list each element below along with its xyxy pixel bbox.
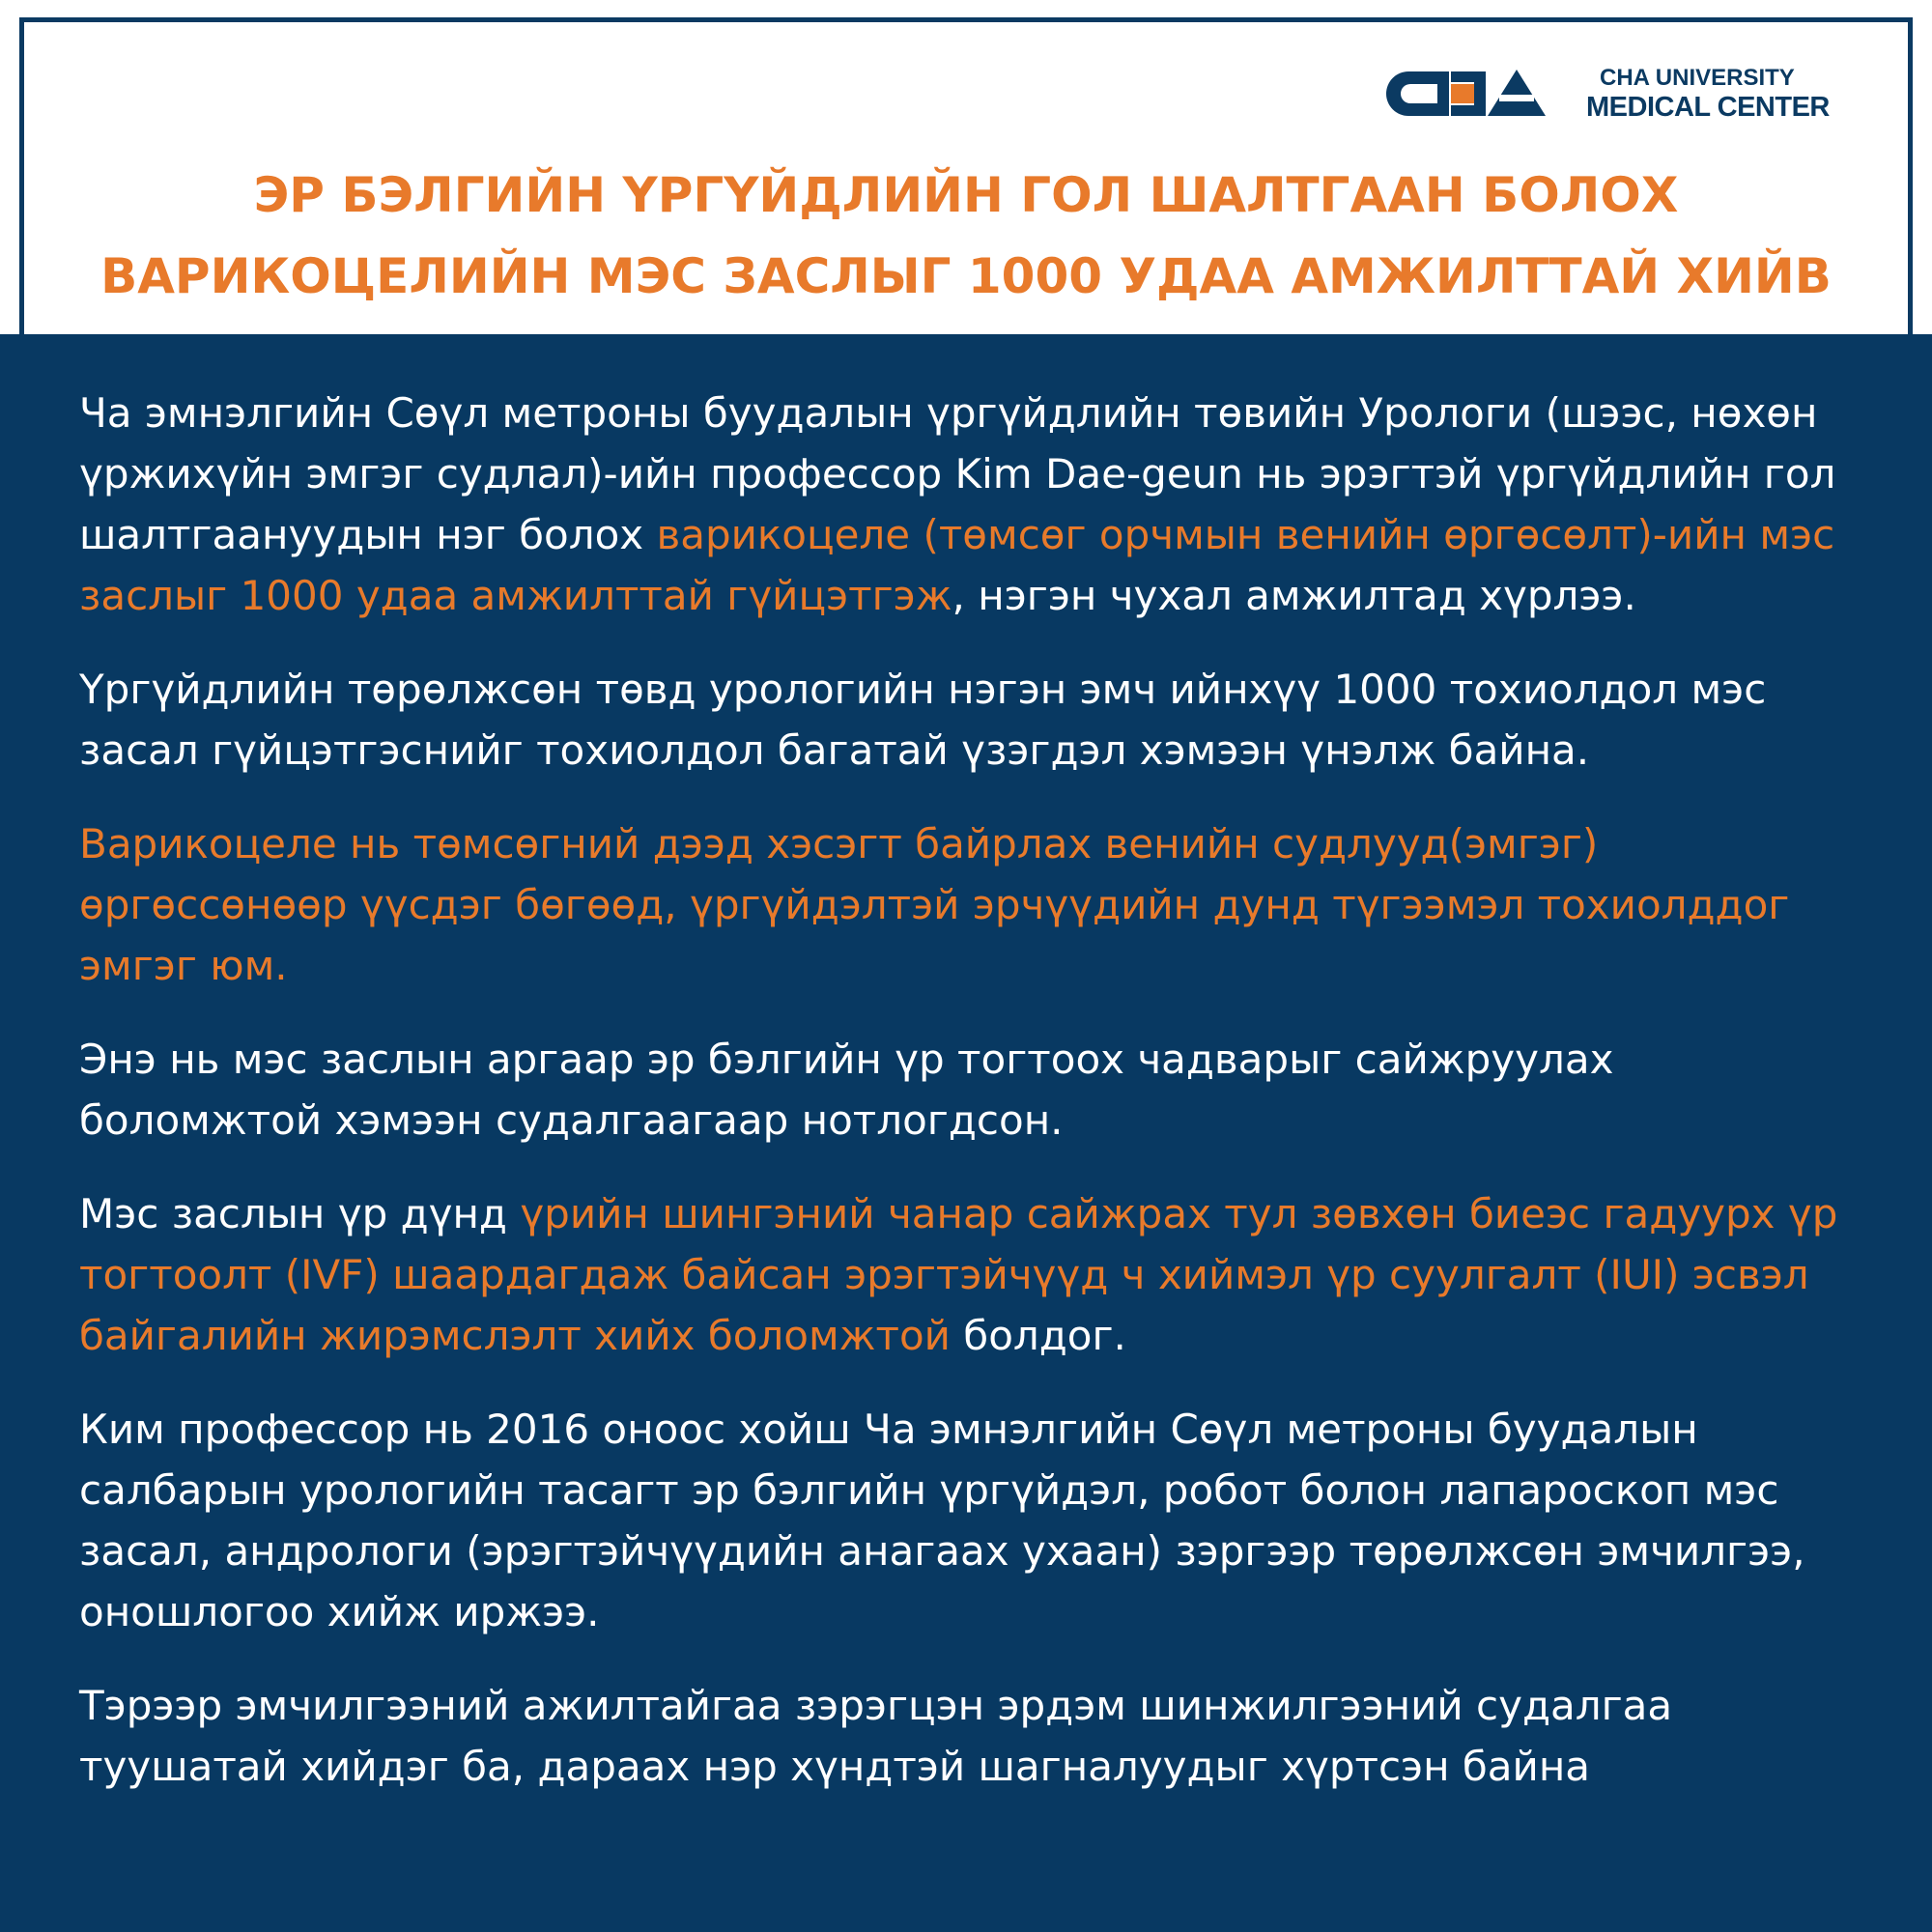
paragraph-7: Тэрээр эмчилгээний ажилтайгаа зэрэгцэн эрдэм шинжилгээний судалгаа туушатай хийдэг ба, дараах нэр хүндтэй шагналуудыг хүртсэн байна bbox=[79, 1682, 1673, 1790]
paragraph-5-highlight: үрийн шингэний чанар сайжрах тул зөвхөн биеэс гадуурх үр тогтоолт (IVF) шаардагдаж байсан эрэгтэйчүүд ч хиймэл үр суулгалт (IUI) эсвэл байгалийн жирэмслэлт хийх боломжтой bbox=[79, 1190, 1838, 1359]
paragraph-5-text: Мэс заслын үр дүнд bbox=[79, 1190, 521, 1237]
article-body bbox=[79, 383, 1866, 1830]
paragraph-4: Энэ нь мэс заслын аргаар эр бэлгийн үр тогтоох чадварыг сайжруулах боломжтой хэмээн судалгаагаар нотлогдсон. bbox=[79, 1036, 1614, 1144]
logo-text-line2: MEDICAL CENTER bbox=[1586, 92, 1830, 123]
title-line1: ЭР БЭЛГИЙН ҮРГҮЙДЛИЙН ГОЛ ШАЛТГААН БОЛОХ bbox=[253, 167, 1679, 223]
logo-text-line1: CHA UNIVERSITY bbox=[1600, 65, 1795, 91]
paragraph-1-text: Ча эмнэлгийн Сөүл метроны буудалын үргүйдлийн төвийн Урологи (шээс, нөхөн үржихүйн эмгэг судлал)-ийн профессор Kim Dae-geun нь эрэгтэй үргүйдлийн гол шалтгаануудын нэг болох bbox=[79, 389, 1836, 558]
paragraph-1-highlight: варикоцеле (төмсөг орчмын венийн өргөсөлт)-ийн мэс заслыг 1000 удаа амжилттай гүйцэтгэж bbox=[79, 511, 1835, 619]
title-line2: ВАРИКОЦЕЛИЙН МЭС ЗАСЛЫГ 1000 УДАА АМЖИЛТТАЙ ХИЙВ bbox=[100, 248, 1832, 304]
paragraph-5-tail: болдог. bbox=[950, 1312, 1126, 1359]
paragraph-1-tail: , нэгэн чухал амжилтад хүрлээ. bbox=[952, 572, 1636, 619]
cha-logo-mark-icon bbox=[1381, 60, 1555, 128]
paragraph-6: Ким профессор нь 2016 оноос хойш Ча эмнэлгийн Сөүл метроны буудалын салбарын урологийн тасагт эр бэлгийн үргүйдэл, робот болон лапароскоп мэс засал, андрологи (эрэгтэйчүүдийн анагаах ухаан) зэргээр төрөлжсөн эмчилгээ, оношлогоо хийж иржээ. bbox=[79, 1406, 1805, 1635]
paragraph-3: Варикоцеле нь төмсөгний дээд хэсэгт байрлах венийн судлууд(эмгэг) өргөссөнөөр үүсдэг бөгөөд, үргүйдэлтэй эрчүүдийн дунд түгээмэл тохиолддог эмгэг юм. bbox=[79, 820, 1790, 989]
page-title bbox=[39, 155, 1893, 317]
paragraph-1 bbox=[79, 383, 1866, 626]
paragraph-5 bbox=[79, 1183, 1866, 1366]
paragraph-2: Үргүйдлийн төрөлжсөн төвд урологийн нэгэн эмч ийнхүү 1000 тохиолдол мэс засал гүйцэтгэснийг тохиолдол багатай үзэгдэл хэмээн үнэлж байна. bbox=[79, 666, 1767, 774]
cha-logo bbox=[1381, 60, 1845, 128]
